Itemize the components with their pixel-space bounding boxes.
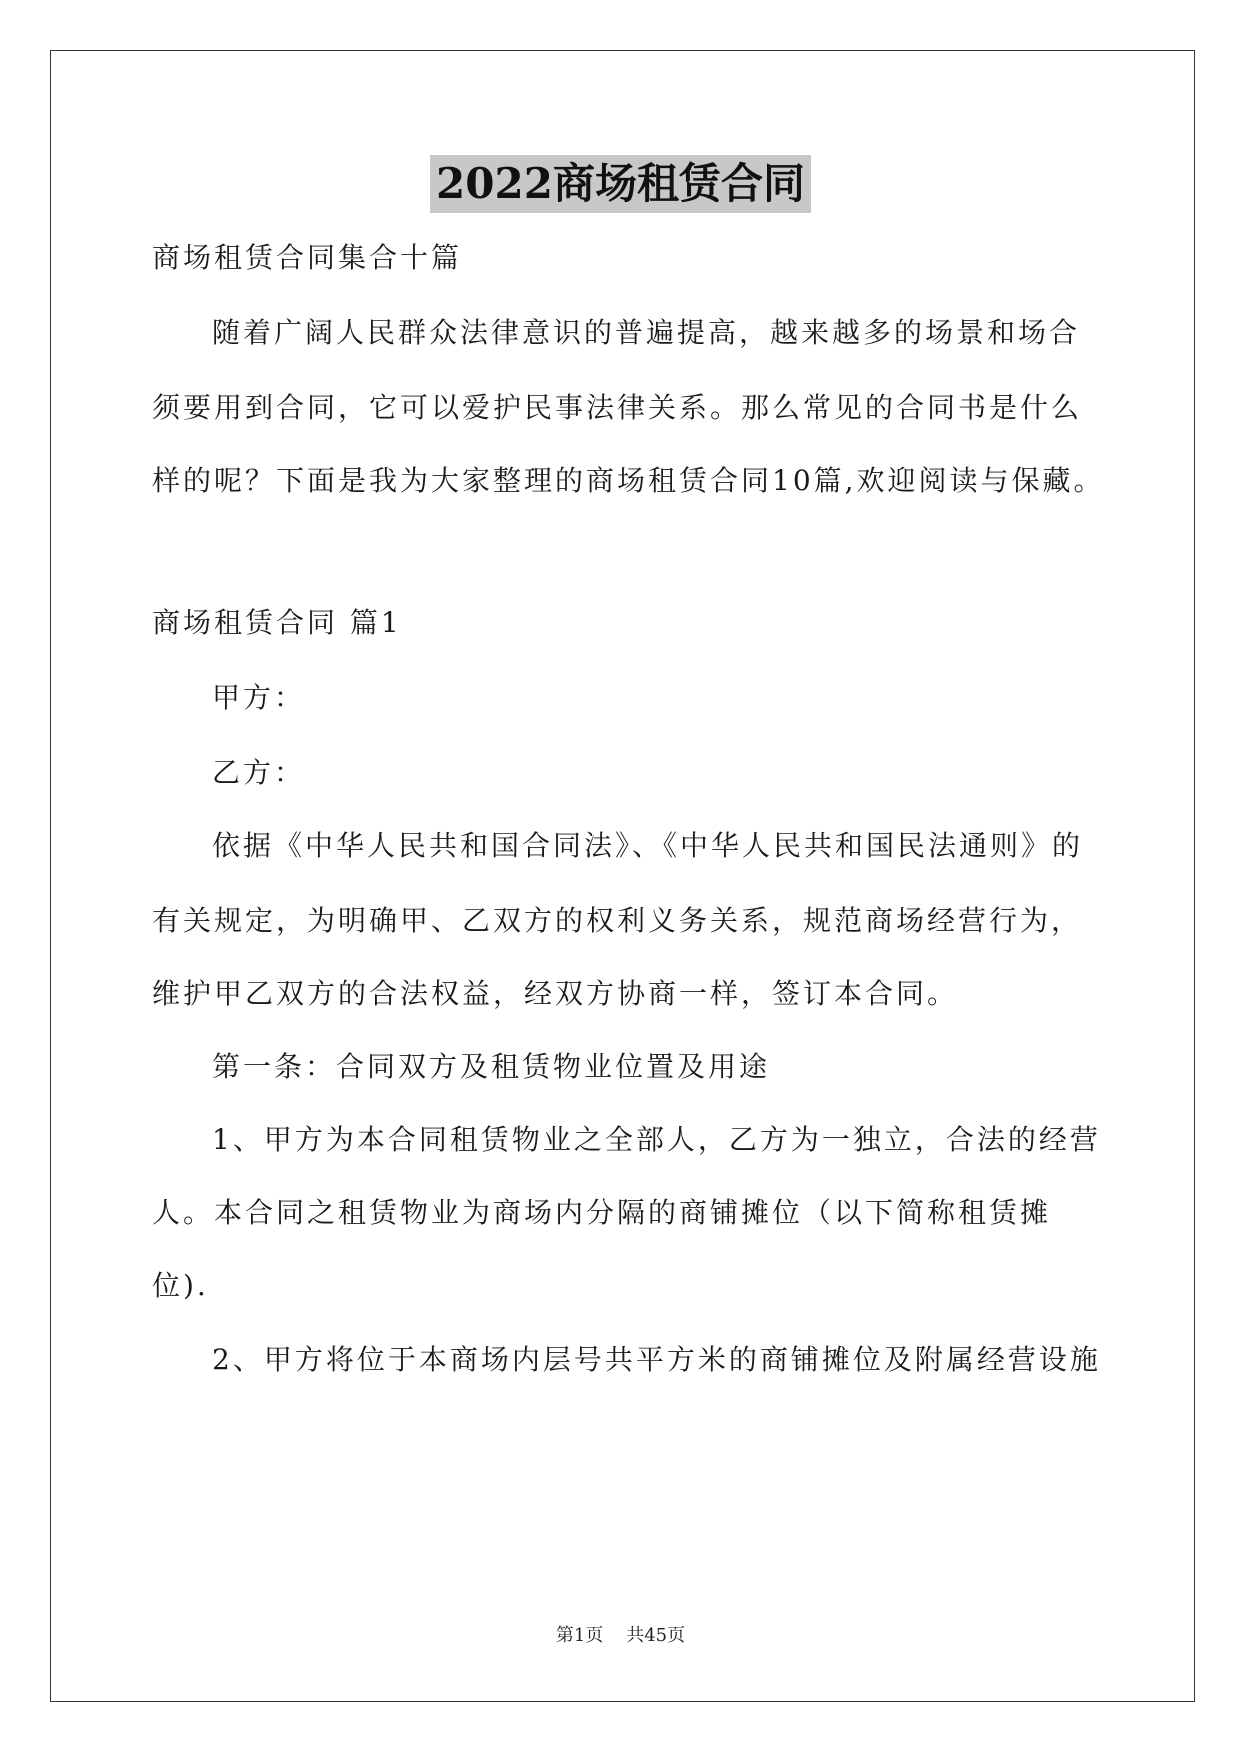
paragraph-line: 2、甲方将位于本商场内层号共平方米的商铺摊位及附属经营设施	[212, 1343, 1101, 1376]
document-title: 2022商场租赁合同	[430, 155, 811, 213]
article-heading: 第一条：合同双方及租赁物业位置及用途	[212, 1050, 771, 1083]
title-container	[0, 155, 1241, 213]
subtitle-line: 商场租赁合同集合十篇	[152, 241, 463, 274]
party-b-line: 乙方：	[212, 756, 306, 789]
section-heading: 商场租赁合同 篇1	[152, 606, 402, 639]
paragraph-line: 位).	[152, 1269, 209, 1302]
paragraph-line: 须要用到合同，它可以爱护民事法律关系。那么常见的合同书是什么	[152, 391, 1083, 424]
paragraph-line: 人。本合同之租赁物业为商场内分隔的商铺摊位（以下简称租赁摊	[152, 1196, 1052, 1229]
page-number: 第1页	[555, 1625, 604, 1646]
page-footer	[0, 1624, 1241, 1648]
party-a-line: 甲方：	[212, 681, 306, 714]
paragraph-line: 随着广阔人民群众法律意识的普遍提高，越来越多的场景和场合	[212, 316, 1081, 349]
page-total: 共45页	[626, 1625, 686, 1646]
paragraph-line: 1、甲方为本合同租赁物业之全部人，乙方为一独立，合法的经营	[212, 1123, 1101, 1156]
paragraph-line: 维护甲乙双方的合法权益，经双方协商一样，签订本合同。	[152, 977, 959, 1010]
paragraph-line: 依据《中华人民共和国合同法》、《中华人民共和国民法通则》的	[212, 829, 1084, 862]
paragraph-line: 样的呢？下面是我为大家整理的商场租赁合同10篇,欢迎阅读与保藏。	[152, 464, 1105, 497]
paragraph-line: 有关规定，为明确甲、乙双方的权利义务关系，规范商场经营行为，	[152, 904, 1083, 937]
page-border	[50, 50, 1195, 1702]
